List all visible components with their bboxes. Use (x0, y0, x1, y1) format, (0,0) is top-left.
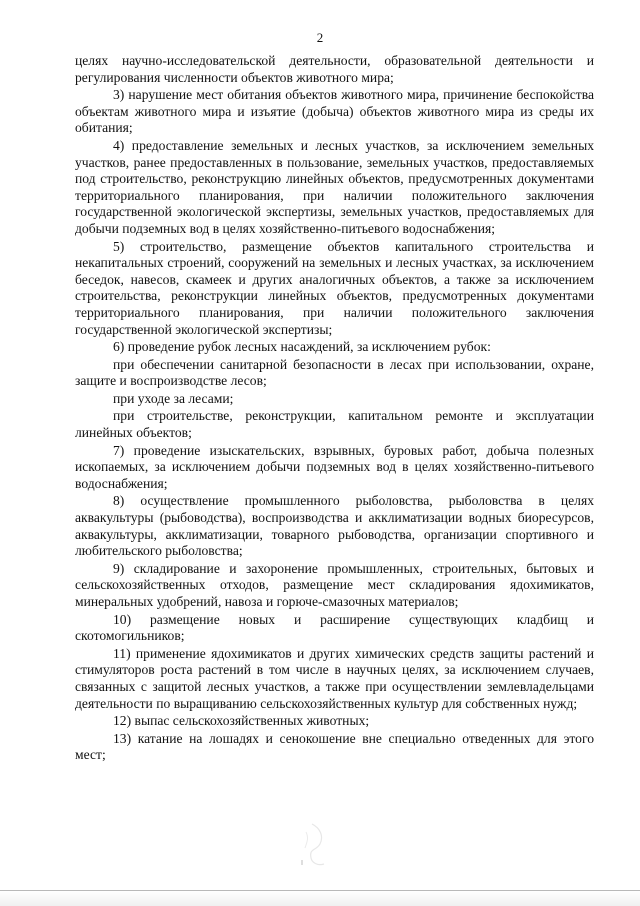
paragraph-item-9: 9) складирование и захоронение промышленных, строительных, бытовых и сельскохозяйственных отходов, размещение мест складирования ядохимикатов, минеральных удобрений, навоза и горюче-смазочных материалов; (75, 560, 594, 609)
page-number: 2 (316, 30, 324, 45)
paragraph-item-8: 8) осуществление промышленного рыболовства, рыболовства в целях аквакультуры (рыбоводства), воспроизводства и акклиматизации водных биоресурсов, аквакультуры, акклиматизации, товарного рыбоводства, организации спортивного и любительского рыболовства; (75, 493, 594, 559)
paragraph-item-12: 12) выпас сельскохозяйственных животных; (113, 713, 370, 729)
paragraph-item-7: 7) проведение изыскательских, взрывных, буровых работ, добыча полезных ископаемых, за исключением добычи подземных вод в целях хозяйственно-питьевого водоснабжения; (75, 442, 594, 491)
paragraph-item-5: 5) строительство, размещение объектов капитального строительства и некапитальных строений, сооружений на земельных и лесных участках, за исключением беседок, навесов, скамеек и других аналогичных объектов, а также за исключением строительства, реконструкции линейных объектов, предусмотренных документами территориального планирования, при наличии положительного заключения государственной экологической экспертизы; (75, 238, 594, 337)
paragraph-continuation: целях научно-исследовательской деятельности, образовательной деятельности и регулирования численности объектов животного мира; (75, 53, 594, 85)
faint-stamp-mark (300, 820, 330, 870)
paragraph-item-13: 13) катание на лошадях и сенокошение вне специально отведенных для этого мест; (75, 730, 594, 763)
paragraph-item-6-subitem-construction: при строительстве, реконструкции, капитальном ремонте и эксплуатации линейных объектов; (75, 408, 594, 441)
paragraph-item-11: 11) применение ядохимикатов и других химических средств защиты растений и стимуляторов роста растений в том числе в научных целях, за исключением случаев, связанных с защитой лесных участков, а также при осуществлении землевладельцами деятельности по выращиванию сельскохозяйственных культур для собственных нужд; (75, 645, 594, 711)
paragraph-item-3: 3) нарушение мест обитания объектов животного мира, причинение беспокойства объектам животного мира и изъятие (добыча) объектов животного мира из среды их обитания; (75, 87, 594, 136)
paragraph-item-10: 10) размещение новых и расширение существующих кладбищ и скотомогильников; (75, 611, 594, 644)
paragraph-item-6-subitem-sanitary: при обеспечении санитарной безопасности в лесах при использовании, охране, защите и воспроизводстве лесов; (75, 356, 594, 389)
paragraph-item-6: 6) проведение рубок лесных насаждений, за исключением рубок: (113, 339, 491, 355)
paragraph-item-6-subitem-care: при уходе за лесами; (113, 390, 234, 406)
scan-bottom-edge (0, 890, 640, 906)
paragraph-item-4: 4) предоставление земельных и лесных участков, за исключением земельных участков, ранее предоставленных в пользование, земельных участков, предоставляемых под строительство, реконструкцию линейных объектов, предусмотренных документами территориального планирования, при наличии положительного заключения государственной экологической экспертизы, земельных участков, предоставляемых для добычи подземных вод в целях хозяйственно-питьевого водоснабжения; (75, 137, 594, 236)
document-body (75, 53, 594, 765)
